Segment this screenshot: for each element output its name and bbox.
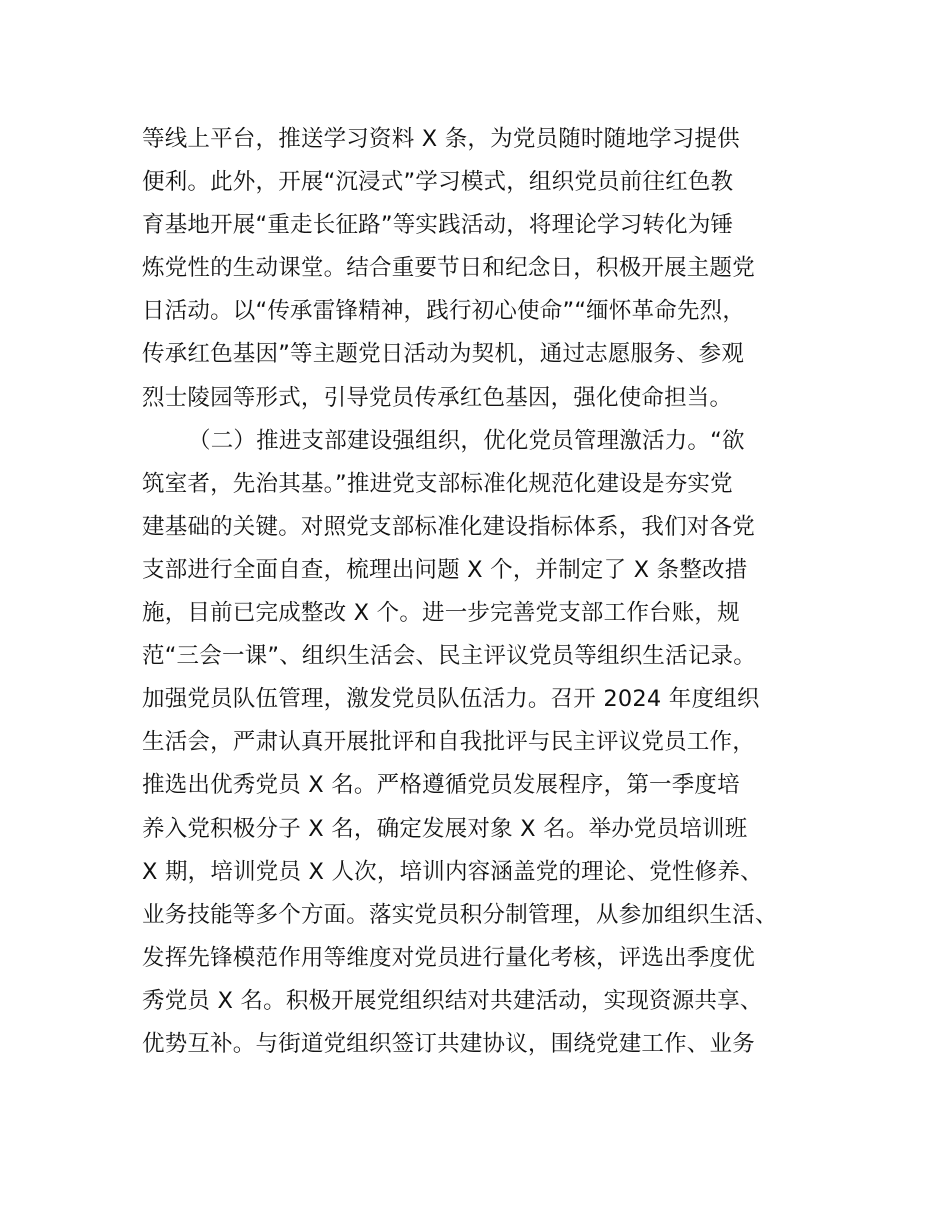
text-line: 传承红色基因”等主题党日活动为契机，通过志愿服务、参观 (142, 341, 745, 368)
text-line: 育基地开展“重走长征路”等实践活动，将理论学习转化为锤 (142, 212, 734, 239)
document-body (142, 118, 822, 1066)
text-line: 烈士陵园等形式，引导党员传承红色基因，强化使命担当。 (142, 384, 733, 411)
text-line: X 期，培训党员 X 人次，培训内容涵盖党的理论、党性修养、 (142, 858, 763, 885)
text-line: 养入党积极分子 X 名，确定发展对象 X 名。举办党员培训班 (142, 815, 748, 842)
text-line: 等线上平台，推送学习资料 X 条，为党员随时随地学习提供 (142, 126, 740, 152)
paragraph-2 (142, 420, 822, 1066)
text-line: 加强党员队伍管理，激发党员队伍活力。召开 2024 年度组织 (142, 686, 760, 713)
text-line: 便利。此外，开展“沉浸式”学习模式，组织党员前往红色教 (142, 169, 734, 196)
text-line: 优势互补。与街道党组织签订共建协议，围绕党建工作、业务 (142, 1030, 755, 1057)
text-line: 炼党性的生动课堂。结合重要节日和纪念日，积极开展主题党 (142, 255, 755, 282)
text-line: 施，目前已完成整改 X 个。进一步完善党支部工作台账，规 (142, 600, 740, 627)
text-line: 建基础的关键。对照党支部标准化建设指标体系，我们对各党 (142, 513, 755, 540)
text-line: 筑室者，先治其基。”推进党支部标准化规范化建设是夯实党 (142, 470, 733, 497)
text-line: 业务技能等多个方面。落实党员积分制管理，从参加组织生活、 (142, 901, 778, 928)
text-line: 发挥先锋模范作用等维度对党员进行量化考核，评选出季度优 (142, 944, 755, 971)
section-heading-line: （二）推进支部建设强组织，优化党员管理激活力。“欲 (188, 427, 745, 454)
text-line: 日活动。以“传承雷锋精神，践行初心使命”“缅怀革命先烈， (142, 298, 746, 325)
text-line: 生活会，严肃认真开展批评和自我批评与民主评议党员工作， (142, 729, 755, 756)
text-line: 范“三会一课”、组织生活会、民主评议党员等组织生活记录。 (142, 643, 756, 670)
text-line: 推选出优秀党员 X 名。严格遵循党员发展程序，第一季度培 (142, 772, 740, 799)
text-line: 秀党员 X 名。积极开展党组织结对共建活动，实现资源共享、 (142, 987, 763, 1014)
paragraph-1 (142, 118, 822, 420)
text-line: 支部进行全面自查，梳理出问题 X 个，并制定了 X 条整改措 (142, 556, 748, 583)
